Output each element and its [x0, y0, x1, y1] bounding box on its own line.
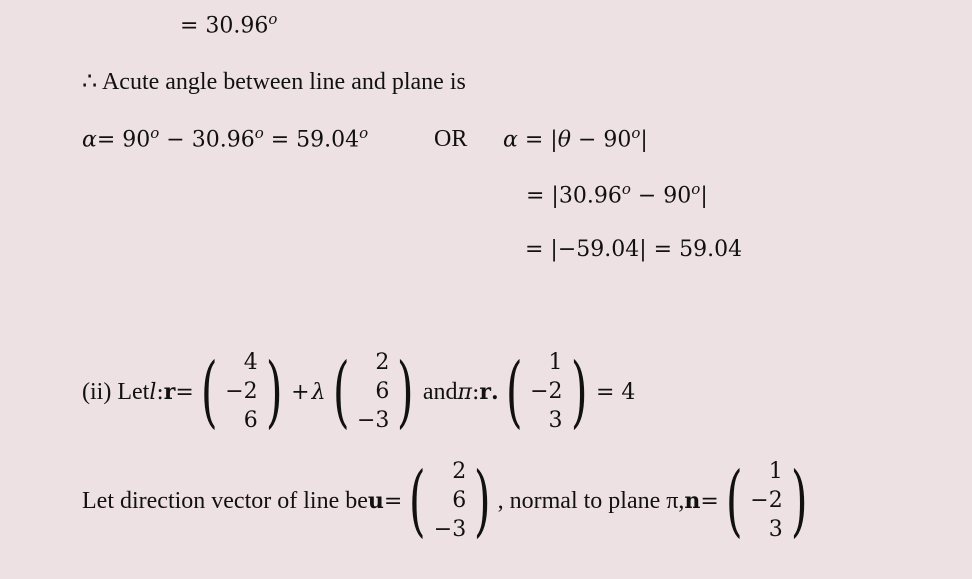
statement-text: Acute angle between line and plane is	[101, 69, 466, 95]
vector-entry: −2	[530, 379, 563, 404]
vector-entry: 6	[375, 379, 390, 404]
degree-sup: o	[254, 124, 264, 142]
lambda-symbol: λ	[311, 379, 326, 405]
alpha-alt-equation	[503, 126, 648, 151]
vector-entry: −3	[433, 517, 467, 542]
vector-entry: 3	[768, 517, 783, 542]
colon: :	[471, 379, 480, 405]
and-text: and	[422, 378, 458, 405]
or-label: OR	[434, 126, 468, 152]
alpha-equation	[82, 126, 368, 151]
degree-sup: o	[691, 180, 701, 198]
therefore-symbol: ∴	[82, 69, 98, 95]
expr: = |30.96	[526, 183, 622, 209]
vector-a	[224, 349, 258, 435]
statement-acute-angle	[82, 70, 466, 94]
equals-four: = 4	[595, 379, 636, 405]
equals: =	[700, 488, 719, 514]
vector-entry: 1	[548, 350, 563, 375]
degree-sup: o	[631, 124, 641, 142]
dot-operator: .	[490, 379, 499, 405]
direction-vector-line	[82, 454, 814, 548]
expr: |	[640, 127, 648, 153]
right-paren: )	[790, 456, 808, 546]
alpha-symbol: α	[82, 127, 97, 153]
expr: − 30.96	[159, 127, 255, 153]
left-paren: (	[200, 347, 218, 437]
final-result: = |−59.04| = 59.04	[525, 237, 743, 262]
equals: =	[175, 379, 194, 405]
left-paren: (	[332, 347, 350, 437]
degree-sup: o	[359, 124, 369, 142]
right-paren: )	[570, 347, 588, 437]
direction-text: Let direction vector of line be	[82, 487, 368, 514]
degree-sup: o	[150, 124, 160, 142]
equation-result-theta	[180, 12, 277, 37]
u-vector-symbol: u	[367, 488, 384, 514]
vector-entry: 3	[548, 408, 563, 433]
vector-entry: 6	[243, 408, 258, 433]
part-ii-line	[82, 345, 637, 439]
expr: |	[700, 183, 708, 209]
vector-entry: −2	[225, 379, 258, 404]
theta-value: = 30.96	[180, 13, 269, 39]
right-paren: )	[474, 456, 491, 546]
vector-b	[356, 349, 390, 435]
vector-u	[433, 458, 467, 544]
right-paren: )	[397, 347, 414, 437]
vector-entry: 4	[243, 350, 258, 375]
vector-plane-normal	[529, 349, 563, 435]
normal-text: , normal to plane π,	[497, 487, 685, 514]
expr: − 90	[570, 127, 632, 153]
expr: − 90	[630, 183, 692, 209]
r-vector-symbol: r	[479, 379, 491, 405]
r-vector-symbol: r	[163, 379, 176, 405]
vector-entry: 2	[452, 459, 467, 484]
alpha-symbol: α	[503, 127, 518, 153]
equals: =	[383, 488, 403, 514]
n-vector-symbol: n	[684, 488, 701, 514]
degree-sup: o	[268, 10, 278, 28]
expr: = |	[524, 127, 558, 153]
left-paren: (	[409, 456, 426, 546]
expr: = 90	[96, 127, 151, 153]
vector-entry: −2	[750, 488, 783, 513]
vector-n	[749, 458, 783, 544]
pi-symbol: π	[457, 379, 472, 405]
vector-entry: 2	[375, 350, 390, 375]
left-paren: (	[725, 456, 743, 546]
abs-value-equation	[526, 182, 708, 207]
expr: = 59.04	[263, 127, 360, 153]
vector-entry: 6	[452, 488, 467, 513]
part-label: (ii) Let	[82, 378, 150, 405]
vector-entry: 1	[768, 459, 783, 484]
left-paren: (	[505, 347, 523, 437]
plus: +	[291, 379, 310, 405]
line-symbol: l	[149, 379, 157, 405]
colon: :	[156, 379, 164, 405]
vector-entry: −3	[356, 408, 390, 433]
degree-sup: o	[621, 180, 631, 198]
theta-symbol: θ	[557, 127, 571, 153]
right-paren: )	[265, 347, 283, 437]
